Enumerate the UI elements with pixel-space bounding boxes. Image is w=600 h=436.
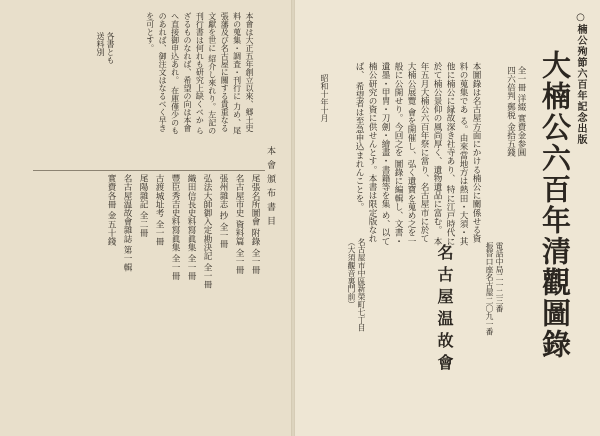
book-item: 豐臣秀吉史料寫眞集 全一冊	[170, 174, 180, 280]
body-line: 特に江戸時代に於て楠公景仰の風尚厚く、遺物遺品に富む。	[432, 62, 455, 246]
book-item: 實費各冊 金五十錢	[106, 174, 116, 246]
book-item: 織田信長史料寫眞集 全一冊	[186, 174, 196, 280]
book-item: 古渡城址考 全一冊	[154, 174, 164, 246]
intro-line: 在庫僅少のものあれば、御注文はなるべく早きを可とす。	[145, 12, 180, 135]
divider	[33, 170, 265, 171]
series-title: ○楠公殉節六百年記念出版	[575, 12, 586, 145]
body-line: 本圖錄は名古屋方面にかける楠公に關係せる資料の蒐集であ	[458, 62, 481, 243]
date: 昭和十年十月	[320, 74, 329, 122]
intro-line: 本會は大正五年創立以來、郷土史料の蒐集・調査・刊行に	[232, 12, 254, 132]
left-intro	[143, 12, 255, 138]
main-title: 大楠公六百年清觀圖錄	[538, 50, 572, 360]
body-line: め、以て楠公研究の資に供せんとす。本書は限定版なれば、	[354, 62, 390, 246]
book-item: 張州雜志 抄 全一冊	[218, 174, 228, 249]
body-line: 本年五月大楠公六百年祭に當り、名古屋市に於て大楠公展覽	[406, 62, 442, 246]
intro-line: 力め、尾張藩及び名古屋に關する貴重なる文獻を世に	[207, 12, 242, 135]
book-list	[103, 174, 263, 424]
left-subnote: 各書とも 送料別	[96, 32, 115, 64]
body-line: 圖錄に編輯し、文書・遺墨・甲冑・刀劍・繪畫・書籍等を集	[380, 62, 403, 246]
price-block: 全一冊 洋綴 實費金参圓 四六倍判 郵税 金拾五錢	[505, 66, 526, 157]
intro-line: 紹介し來れり。左記の刊行書は何れも研究上缺くべか	[195, 12, 217, 135]
body-line: 會を開催し、弘く遺寶を蒐め之を一般に公開せり。今回之を	[393, 62, 416, 246]
publisher-address: 名古屋市中區新榮町七丁目 （大須觀音裏門前）	[347, 238, 366, 332]
publisher-name: 名古屋温故會	[435, 244, 454, 376]
publisher-contact: 電話中局二一二三番 振替口座名古屋二〇九一番	[485, 242, 504, 336]
body-line: る。由來當地方は熱田・大須・其他に楠公に縁故深き社寺あり、	[445, 62, 468, 246]
book-item: 弘法大師御入定勘決記 全一冊	[202, 174, 212, 289]
book-gutter	[291, 0, 295, 436]
body-line: 希望者は至急申込まれんことを。	[354, 81, 364, 211]
book-item: 名古屋市史 資料篇 全一冊	[234, 174, 244, 275]
announcement-body	[352, 62, 482, 250]
book-item: 名古屋温故會雜誌 第一輯	[122, 174, 132, 272]
left-page	[0, 0, 293, 436]
book-item: 尾張名所圖會 附錄 全一冊	[250, 174, 260, 275]
book-list-header: 本會頒布書目	[265, 146, 275, 230]
book-item: 尾陽雜記 全二冊	[138, 174, 148, 237]
right-page	[293, 0, 600, 436]
intro-line: らざるものなれば、希望の向は本會へ直接御申込あれ。	[170, 12, 205, 135]
